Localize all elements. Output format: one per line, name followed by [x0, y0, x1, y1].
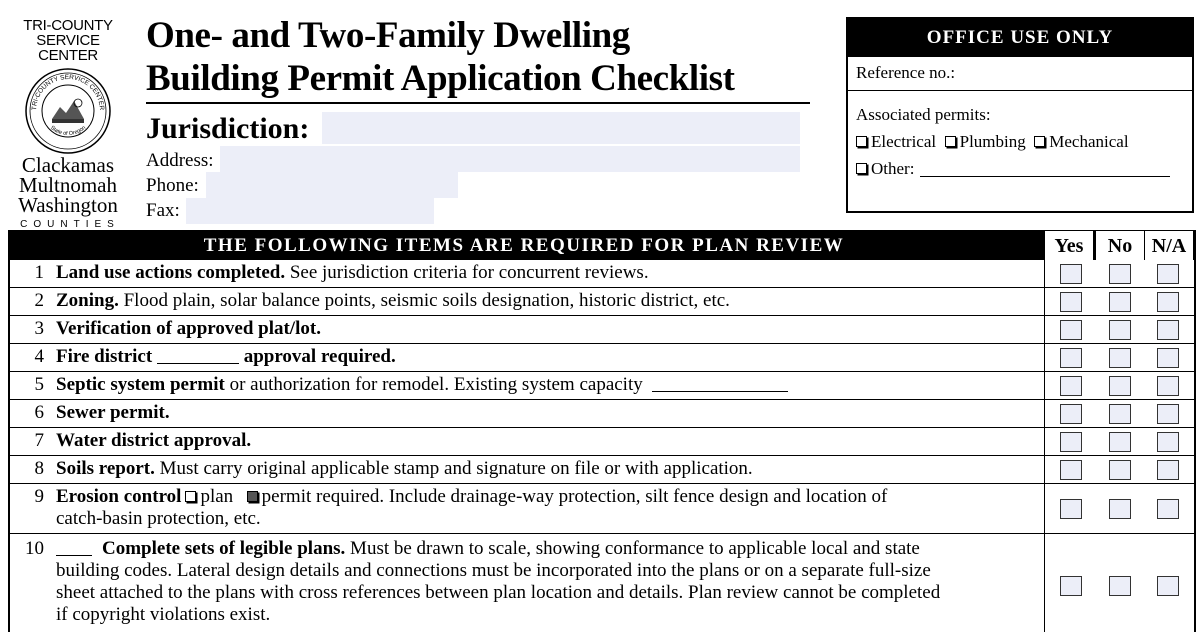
yes-checkbox[interactable]	[1060, 460, 1082, 480]
table-row	[8, 260, 1196, 288]
office-header: OFFICE USE ONLY	[848, 19, 1192, 57]
na-checkbox[interactable]	[1157, 320, 1179, 340]
other-checkbox[interactable]	[856, 163, 867, 174]
yes-checkbox[interactable]	[1060, 264, 1082, 284]
jurisdiction-label: Jurisdiction:	[146, 112, 310, 145]
yes-checkbox[interactable]	[1060, 376, 1082, 396]
yes-checkbox[interactable]	[1060, 292, 1082, 312]
no-checkbox[interactable]	[1109, 320, 1131, 340]
na-checkbox[interactable]	[1157, 264, 1179, 284]
row-number: 2	[34, 290, 44, 311]
associated-label: Associated permits:	[856, 105, 991, 124]
table-row	[8, 372, 1196, 400]
yes-checkbox[interactable]	[1060, 576, 1082, 596]
na-checkbox[interactable]	[1157, 376, 1179, 396]
na-checkbox[interactable]	[1157, 292, 1179, 312]
row-text: Water district approval.	[56, 430, 252, 451]
phone-field[interactable]	[206, 172, 458, 198]
row-text: Erosion control plan permit required. Include drainage-way protection, silt fence design and location of catch-basin protection, etc.	[56, 486, 888, 529]
yes-checkbox[interactable]	[1060, 348, 1082, 368]
plumbing-checkbox[interactable]	[945, 136, 956, 147]
row-number: 6	[34, 402, 44, 423]
jurisdiction-field[interactable]	[322, 112, 800, 144]
no-checkbox[interactable]	[1109, 404, 1131, 424]
system-capacity-field[interactable]	[652, 391, 788, 392]
agency-logo	[8, 18, 128, 230]
table-header-title: THE FOLLOWING ITEMS ARE REQUIRED FOR PLAN REVIEW	[203, 235, 845, 256]
row-text: Land use actions completed. See jurisdiction criteria for concurrent reviews.	[56, 262, 649, 283]
row-text: Fire district approval required.	[56, 346, 396, 367]
na-checkbox[interactable]	[1157, 348, 1179, 368]
row-number: 4	[34, 346, 44, 367]
counties-label: COUNTIES	[20, 219, 120, 230]
row-text: Soils report. Must carry original applicable stamp and signature on file or with application.	[56, 458, 753, 479]
no-checkbox[interactable]	[1109, 264, 1131, 284]
yes-checkbox[interactable]	[1060, 320, 1082, 340]
no-checkbox[interactable]	[1109, 348, 1131, 368]
address-label: Address:	[146, 150, 214, 171]
page-title	[146, 14, 810, 104]
county-multnomah: Multnomah	[19, 173, 117, 197]
no-checkbox[interactable]	[1109, 576, 1131, 596]
electrical-checkbox[interactable]	[856, 136, 867, 147]
row-text: Septic system permit or authorization for remodel. Existing system capacity	[56, 374, 1036, 396]
plumbing-label: Plumbing	[959, 132, 1026, 151]
col-no: No	[1096, 231, 1144, 261]
mechanical-checkbox[interactable]	[1034, 136, 1045, 147]
fire-district-field[interactable]	[157, 363, 239, 364]
phone-label: Phone:	[146, 175, 199, 196]
row-text: Complete sets of legible plans. Must be drawn to scale, showing conformance to applicable local and state building codes. Lateral design details and connections must be incorporated into the plans or on a separate full-size sheet attached to the plans with cross references between plan location and details. Plan review cannot be completed if copyright violations exist.	[56, 538, 941, 625]
table-row	[8, 456, 1196, 484]
col-yes: Yes	[1045, 231, 1093, 261]
na-checkbox[interactable]	[1157, 404, 1179, 424]
mechanical-label: Mechanical	[1049, 132, 1129, 151]
row-number: 7	[34, 430, 44, 451]
plan-sets-count-field[interactable]	[56, 555, 92, 556]
na-checkbox[interactable]	[1157, 499, 1179, 519]
table-row	[8, 288, 1196, 316]
office-use-box	[846, 17, 1194, 213]
na-checkbox[interactable]	[1157, 432, 1179, 452]
other-field[interactable]	[920, 161, 1170, 177]
row-number: 10	[25, 538, 44, 559]
no-checkbox[interactable]	[1109, 292, 1131, 312]
erosion-permit-checkbox[interactable]	[247, 491, 258, 502]
table-row	[8, 316, 1196, 344]
logo-line2: SERVICE CENTER	[36, 32, 100, 64]
logo-line1: TRI-COUNTY	[23, 17, 113, 34]
title-line1: One- and Two-Family Dwelling	[146, 15, 630, 56]
no-checkbox[interactable]	[1109, 460, 1131, 480]
svg-text:TRI-COUNTY SERVICE CENTER	[31, 74, 105, 111]
erosion-plan-checkbox[interactable]	[185, 491, 196, 502]
fax-field[interactable]	[186, 198, 434, 224]
county-clackamas: Clackamas	[21, 153, 115, 177]
table-row	[8, 400, 1196, 428]
row-number: 5	[34, 374, 44, 395]
na-checkbox[interactable]	[1157, 460, 1179, 480]
checklist-table	[8, 230, 1196, 632]
electrical-label: Electrical	[871, 132, 937, 151]
row-number: 9	[34, 486, 44, 507]
table-row	[8, 534, 1196, 632]
yes-checkbox[interactable]	[1060, 499, 1082, 519]
col-na: N/A	[1145, 231, 1193, 261]
table-header	[8, 230, 1196, 260]
row-number: 3	[34, 318, 44, 339]
fax-label: Fax:	[146, 200, 180, 221]
seal-top-text: TRI-COUNTY SERVICE CENTER	[30, 73, 106, 111]
county-washington: Washington	[18, 193, 118, 217]
address-field[interactable]	[220, 146, 800, 172]
yes-checkbox[interactable]	[1060, 432, 1082, 452]
associated-permits	[848, 91, 1192, 182]
reference-row	[848, 57, 1192, 91]
row-text: Zoning. Flood plain, solar balance points, seismic soils designation, historic district, etc.	[56, 290, 730, 311]
table-row	[8, 344, 1196, 372]
svg-text:State of Oregon	[49, 125, 87, 137]
row-text: Sewer permit.	[56, 402, 170, 423]
title-line2: Building Permit Application Checklist	[146, 58, 735, 99]
other-label: Other:	[871, 159, 915, 178]
yes-checkbox[interactable]	[1060, 404, 1082, 424]
no-checkbox[interactable]	[1109, 432, 1131, 452]
reference-label: Reference no.:	[856, 63, 956, 82]
no-checkbox[interactable]	[1109, 499, 1131, 519]
row-number: 8	[34, 458, 44, 479]
table-row	[8, 484, 1196, 534]
no-checkbox[interactable]	[1109, 376, 1131, 396]
seal-bottom-text: State of Oregon	[48, 124, 88, 138]
na-checkbox[interactable]	[1157, 576, 1179, 596]
row-number: 1	[34, 262, 44, 283]
county-seal-icon	[24, 67, 112, 155]
row-text: Verification of approved plat/lot.	[56, 318, 321, 339]
table-row	[8, 428, 1196, 456]
